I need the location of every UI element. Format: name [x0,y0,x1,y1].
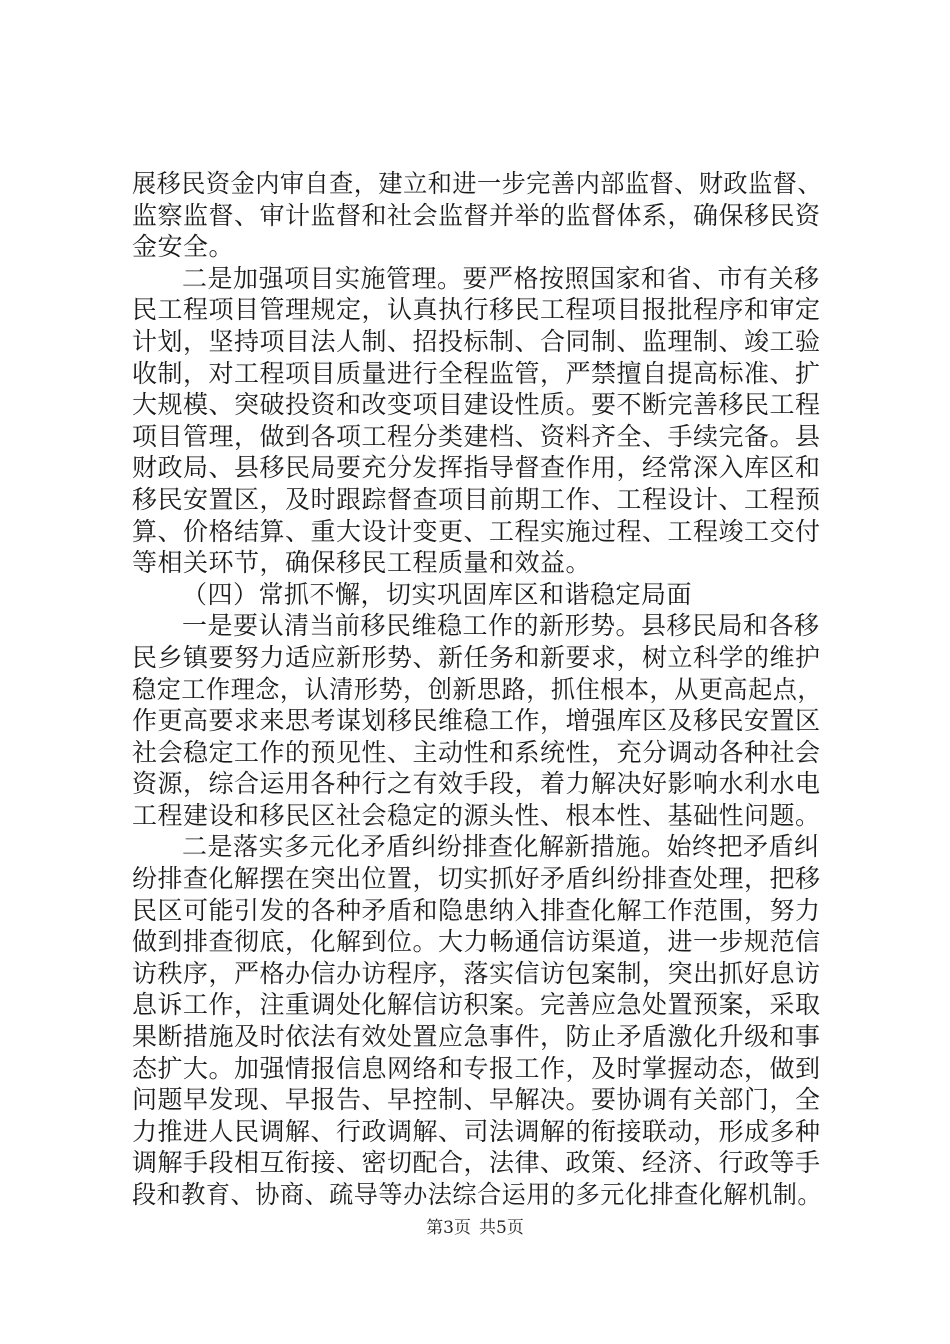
page-total: 共5页 [479,1218,524,1238]
text-line: 民区可能引发的各种矛盾和隐患纳入排查化解工作范围，努力 [132,895,821,925]
page-number: 第3页 [426,1218,471,1238]
text-line: 移民安置区，及时跟踪督查项目前期工作、工程设计、工程预 [132,484,821,514]
text-line: 纷排查化解摆在突出位置，切实抓好矛盾纠纷排查处理，把移 [132,864,821,894]
text-line: 工程建设和移民区社会稳定的源头性、根本性、基础性问题。 [132,800,821,830]
text-line: 算、价格结算、重大设计变更、工程实施过程、工程竣工交付 [132,516,821,546]
text-line: 态扩大。加强情报信息网络和专报工作，及时掌握动态，做到 [132,1053,821,1083]
text-line: 资源，综合运用各种行之有效手段，着力解决好影响水利水电 [132,769,821,799]
text-line: 项目管理，做到各项工程分类建档、资料齐全、手续完备。县 [132,421,821,451]
text-line: 二是加强项目实施管理。要严格按照国家和省、市有关移 [182,263,820,293]
document-body [132,168,822,1211]
text-line: 息诉工作，注重调处化解信访积案。完善应急处置预案，采取 [132,990,821,1020]
text-line: 金安全。 [132,232,235,262]
text-line: 力推进人民调解、行政调解、司法调解的衔接联动，形成多种 [132,1116,821,1146]
text-line: 做到排查彻底，化解到位。大力畅通信访渠道，进一步规范信 [132,927,821,957]
text-line: 稳定工作理念，认清形势，创新思路，抓住根本，从更高起点， [132,674,823,704]
text-line: 计划，坚持项目法人制、招投标制、合同制、监理制、竣工验 [132,326,821,356]
text-line: 访秩序，严格办信办访程序，落实信访包案制，突出抓好息访 [132,958,821,988]
text-line: 监察监督、审计监督和社会监督并举的监督体系，确保移民资 [132,200,821,230]
text-line: 等相关环节，确保移民工程质量和效益。 [132,548,592,578]
text-line: 二是落实多元化矛盾纠纷排查化解新措施。始终把矛盾纠 [182,832,820,862]
text-line: 一是要认清当前移民维稳工作的新形势。县移民局和各移 [182,611,820,641]
text-line: 民乡镇要努力适应新形势、新任务和新要求，树立科学的维护 [132,642,821,672]
text-line: 段和教育、协商、疏导等办法综合运用的多元化排查化解机制。 [132,1180,823,1209]
text-line: （四）常抓不懈，切实巩固库区和谐稳定局面 [182,579,693,609]
text-line: 财政局、县移民局要充分发挥指导督查作用，经常深入库区和 [132,453,821,483]
text-line: 作更高要求来思考谋划移民维稳工作，增强库区及移民安置区 [132,706,821,736]
page-footer [0,1213,950,1238]
text-line: 社会稳定工作的预见性、主动性和系统性，充分调动各种社会 [132,737,821,767]
text-line: 调解手段相互衔接、密切配合，法律、政策、经济、行政等手 [132,1148,821,1178]
text-line: 收制，对工程项目质量进行全程监管，严禁擅自提高标准、扩 [132,358,821,388]
text-line: 果断措施及时依法有效处置应急事件，防止矛盾激化升级和事 [132,1022,821,1052]
text-line: 问题早发现、早报告、早控制、早解决。要协调有关部门，全 [132,1085,821,1115]
text-line: 展移民资金内审自查，建立和进一步完善内部监督、财政监督、 [132,169,823,198]
text-line: 大规模、突破投资和改变项目建设性质。要不断完善移民工程 [132,390,821,420]
text-line: 民工程项目管理规定，认真执行移民工程项目报批程序和审定 [132,295,821,325]
